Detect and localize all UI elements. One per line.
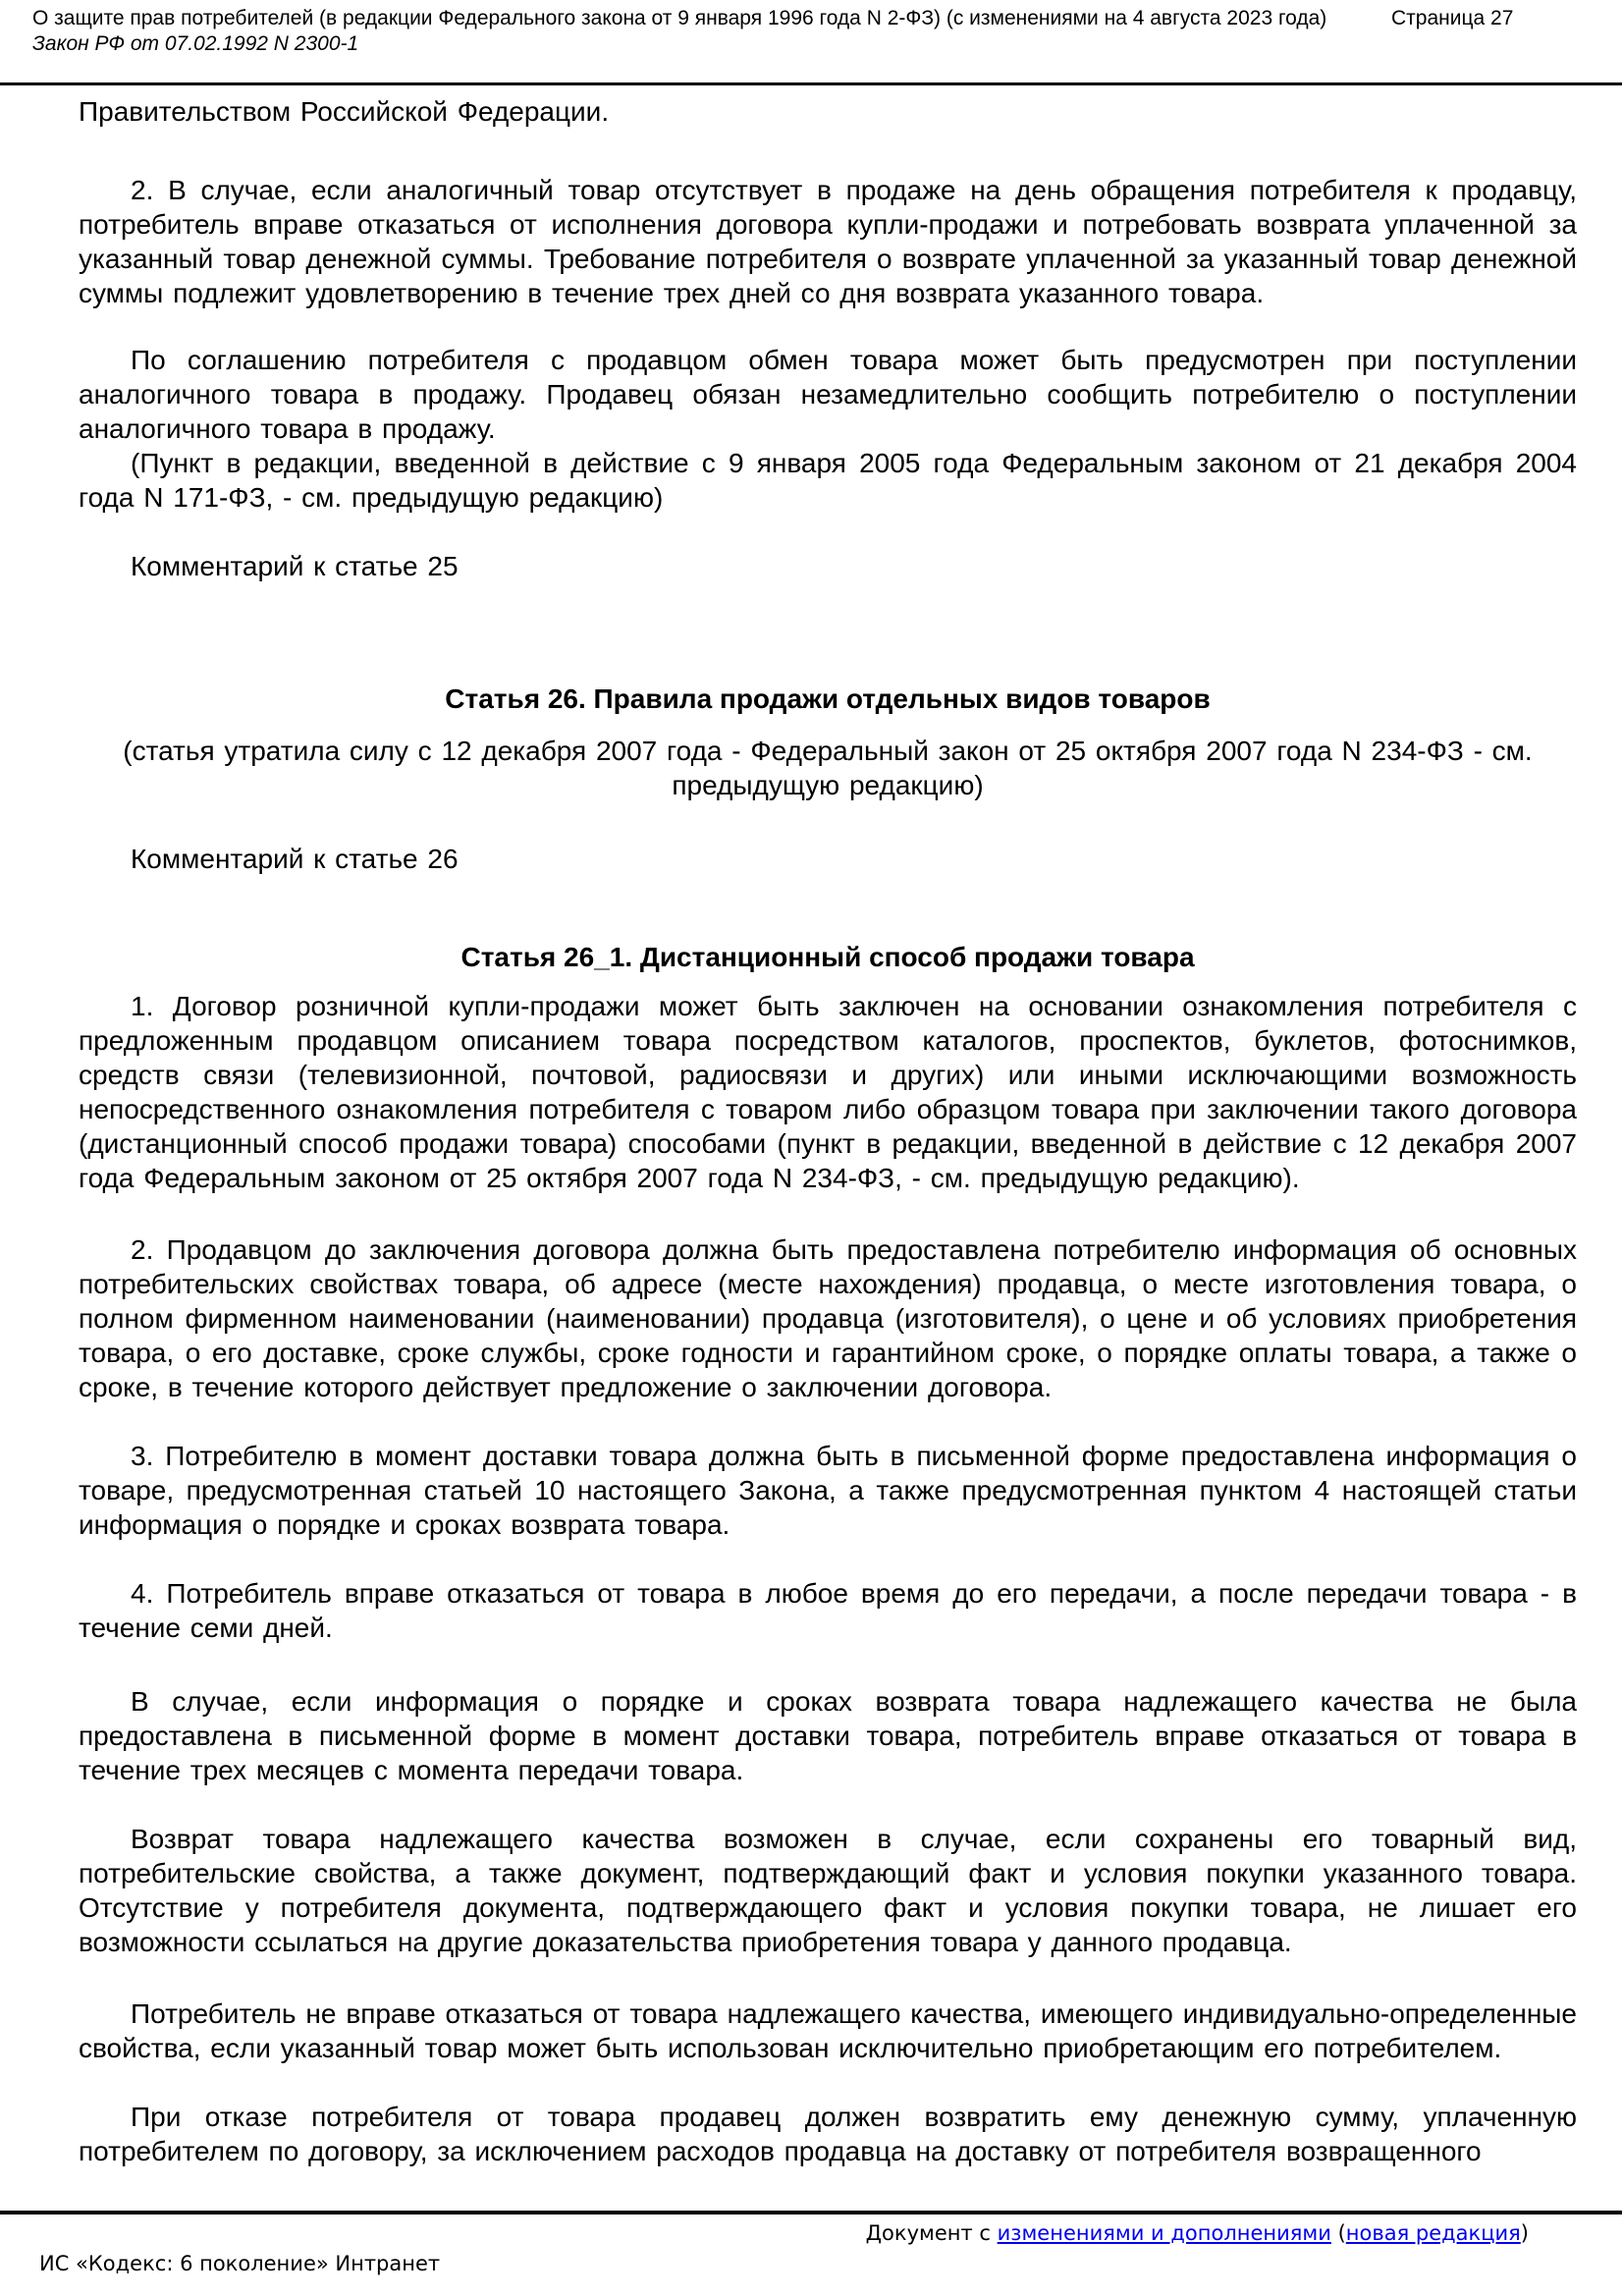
header-subtitle: Закон РФ от 07.02.1992 N 2300-1 <box>32 32 359 55</box>
page-number: Страница 27 <box>1391 7 1514 29</box>
paragraph: 3. Потребителю в момент доставки товара должна быть в письменной форме предоставлена информация о товаре, предусмотренная статьей 10 настоящего Закона, а также предусмотренная пунктом 4 настоящей статьи информация о порядке и сроках возврата товара. <box>79 1441 1577 1540</box>
paragraph: По соглашению потребителя с продавцом обмен товара может быть предусмотрен при поступлении аналогичного товара в продажу. Продавец обязан незамедлительно сообщить потребителю о поступлении аналогичного товара в продажу. <box>79 345 1577 444</box>
paragraph: Потребитель не вправе отказаться от товара надлежащего качества, имеющего индивидуально-определенные свойства, если указанный товар может быть использован исключительно приобретающим его потребителем. <box>79 1998 1577 2063</box>
system-name: ИС «Кодекс: 6 поколение» Интранет <box>39 2252 441 2275</box>
paragraph-continuation: Правительством Российской Федерации. <box>79 96 610 127</box>
footer-note-prefix: Документ с <box>865 2221 998 2245</box>
amendments-link[interactable]: изменениями и дополнениями <box>997 2221 1331 2245</box>
paragraph: 4. Потребитель вправе отказаться от товара в любое время до его передачи, а после передачи товара - в течение семи дней. <box>79 1578 1577 1643</box>
footer-paren-close: ) <box>1520 2221 1529 2245</box>
header-divider <box>0 82 1622 85</box>
new-edition-link[interactable]: новая редакция <box>1345 2221 1521 2245</box>
article-26-1-heading: Статья 26_1. Дистанционный способ продажи товара <box>460 942 1195 972</box>
header-title: О защите прав потребителей (в редакции Федерального закона от 9 января 1996 года N 2-ФЗ) (с изменениями на 4 августа 2023 года) <box>32 7 1327 29</box>
comment-reference: Комментарий к статье 25 <box>131 551 459 581</box>
paragraph-edit-note: (Пункт в редакции, введенной в действие с 9 января 2005 года Федеральным законом от 21 декабря 2004 года N 171-ФЗ, - см. предыдущую редакцию) <box>79 448 1577 513</box>
document-header <box>32 6 1622 57</box>
paragraph: 2. В случае, если аналогичный товар отсутствует в продаже на день обращения потребителя к продавцу, потребитель вправе отказаться от исполнения договора купли-продажи и потребовать возврата уплаченной за указанный товар денежной суммы. Требование потребителя о возврате уплаченной за указанный товар денежной суммы подлежит удовлетворению в течение трех дней со дня возврата указанного товара. <box>79 175 1577 308</box>
paragraph: Возврат товара надлежащего качества возможен в случае, если сохранены его товарный вид, потребительские свойства, а также документ, подтверждающий факт и условия покупки указанного товара. Отсутствие у потребителя документа, подтверждающего факт и условия покупки товара, не лишает его возможности ссылаться на другие доказательства приобретения товара у данного продавца. <box>79 1824 1577 1957</box>
paragraph: 2. Продавцом до заключения договора должна быть предоставлена потребителю информация об основных потребительских свойствах товара, об адресе (месте нахождения) продавца, о месте изготовления товара, о полном фирменном наименовании (наименовании) продавца (изготовителя), о цене и об условиях приобретения товара, о его доставке, сроке службы, сроке годности и гарантийном сроке, о порядке оплаты товара, а также о сроке, в течение которого действует предложение о заключении договора. <box>79 1234 1577 1402</box>
article-26-heading: Статья 26. Правила продажи отдельных видов товаров <box>445 683 1211 714</box>
footer-note <box>0 2220 1529 2247</box>
footer-divider <box>0 2211 1622 2214</box>
footer-paren-open: ( <box>1330 2221 1346 2245</box>
document-body <box>0 86 1622 2206</box>
paragraph: При отказе потребителя от товара продавец должен возвратить ему денежную сумму, уплаченную потребителем по договору, за исключением расходов продавца на доставку от потребителя возвращенного <box>79 2102 1577 2166</box>
article-26-status-note: (статья утратила силу с 12 декабря 2007 года - Федеральный закон от 25 октября 2007 года N 234-ФЗ - см. предыдущую редакцию) <box>123 736 1533 800</box>
paragraph: В случае, если информация о порядке и сроках возврата товара надлежащего качества не была предоставлена в письменной форме в момент доставки товара, потребитель вправе отказаться от товара в течение трех месяцев с момента передачи товара. <box>79 1686 1577 1785</box>
paragraph: 1. Договор розничной купли-продажи может быть заключен на основании ознакомления потребителя с предложенным продавцом описанием товара посредством каталогов, проспектов, буклетов, фотоснимков, средств связи (телевизионной, почтовой, радиосвязи и других) или иными исключающими возможность непосредственного ознакомления потребителя с товаром либо образцом товара при заключении такого договора (дистанционный способ продажи товара) способами (пункт в редакции, введенной в действие с 12 декабря 2007 года Федеральным законом от 25 октября 2007 года N 234-ФЗ, - см. предыдущую редакцию). <box>79 991 1577 1193</box>
comment-reference: Комментарий к статье 26 <box>131 844 459 874</box>
